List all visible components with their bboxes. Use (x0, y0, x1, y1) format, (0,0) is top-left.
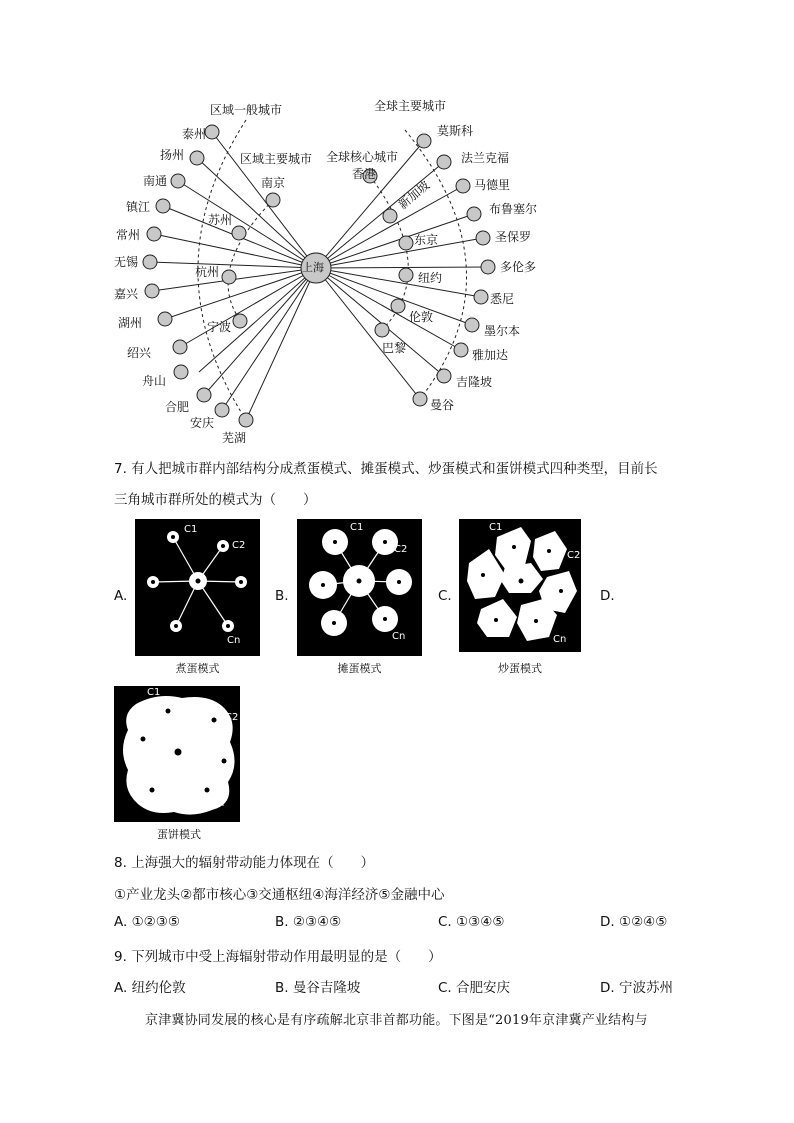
panel-scrambled-egg (459, 519, 581, 652)
city-label: 南通 (143, 174, 168, 188)
diagram-lines (0, 0, 794, 450)
panel-label-cn: Cn (392, 631, 406, 642)
caption-boiled-egg: 煮蛋模式 (175, 662, 220, 675)
heading-regional-general: 区域一般城市 (210, 103, 283, 117)
caption-scrambled-egg: 炒蛋模式 (498, 662, 542, 675)
radiation-diagram (0, 0, 794, 450)
city-label: 泰州 (182, 127, 207, 141)
caption-flat-egg: 摊蛋模式 (337, 662, 382, 675)
q8-option-b[interactable]: B. ②③④⑤ (275, 914, 342, 930)
heading-global-core: 全球核心城市 (326, 150, 399, 164)
q7-option-c[interactable]: C. (438, 588, 452, 604)
q9-option-a[interactable]: A. 纽约伦敦 (114, 980, 186, 996)
panel-label-c2: C2 (394, 544, 408, 555)
q8-stem: 8. 上海强大的辐射带动能力体现在（ ） (114, 855, 375, 871)
city-label: 安庆 (190, 416, 215, 430)
q8-option-a[interactable]: A. ①②③⑤ (114, 914, 180, 930)
city-label: 舟山 (142, 374, 167, 388)
city-label: 圣保罗 (495, 230, 532, 244)
city-label: 马德里 (474, 178, 511, 192)
city-label: 扬州 (160, 148, 185, 162)
city-label: 法兰克福 (461, 151, 510, 165)
q9-option-b[interactable]: B. 曼谷吉隆坡 (275, 980, 361, 996)
q8-items: ①产业龙头②都市核心③交通枢纽④海洋经济⑤金融中心 (114, 887, 445, 903)
city-label: 巴黎 (382, 341, 407, 355)
heading-regional-major: 区域主要城市 (240, 152, 313, 166)
city-label: 湖州 (118, 316, 143, 330)
city-label: 曼谷 (430, 398, 455, 412)
panel-label-c1: C1 (489, 522, 503, 533)
city-label: 伦敦 (409, 310, 434, 324)
city-label: 苏州 (208, 213, 233, 227)
next-passage-text: 京津冀协同发展的核心是有序疏解北京非首都功能。下图是“2019年京津冀产业结构与 (145, 1013, 648, 1028)
city-label: 宁波 (207, 320, 232, 334)
scrambled-egg-graphic (459, 519, 581, 652)
city-label: 南京 (261, 176, 286, 190)
q7-option-d[interactable]: D. (600, 588, 615, 604)
panel-label-c2: C2 (225, 712, 239, 723)
city-label: 常州 (116, 228, 141, 242)
panel-label-cn: Cn (553, 634, 567, 645)
q7-option-a[interactable]: A. (114, 588, 128, 604)
panel-boiled-egg (135, 519, 260, 656)
caption-omelette: 蛋饼模式 (157, 828, 201, 841)
q7-option-b[interactable]: B. (275, 588, 289, 604)
city-label: 悉尼 (490, 292, 515, 306)
panel-label-c1: C1 (147, 687, 161, 698)
city-label: 莫斯科 (437, 124, 474, 138)
city-label: 香港 (352, 167, 377, 181)
q8-option-d[interactable]: D. ①②④⑤ (600, 914, 668, 930)
city-label: 布鲁塞尔 (489, 202, 538, 216)
city-label: 无锡 (114, 255, 139, 269)
city-label: 新加坡 (395, 178, 433, 212)
panel-flat-egg (297, 519, 422, 656)
city-label: 镇江 (126, 200, 151, 214)
city-label: 嘉兴 (114, 287, 139, 301)
center-label: 上海 (302, 261, 324, 274)
city-label: 东京 (414, 233, 439, 247)
panel-label-cn: Cn (227, 635, 241, 646)
panel-label-c2: C2 (232, 540, 246, 551)
panel-label-c2: C2 (567, 550, 581, 561)
city-label: 纽约 (418, 271, 443, 285)
city-label: 杭州 (195, 265, 220, 279)
panel-label-c1: C1 (184, 524, 198, 535)
heading-global-major: 全球主要城市 (374, 99, 447, 113)
q9-stem: 9. 下列城市中受上海辐射带动作用最明显的是（ ） (114, 949, 442, 965)
city-label: 墨尔本 (484, 324, 521, 338)
q8-option-c[interactable]: C. ①③④⑤ (438, 914, 505, 930)
city-label: 多伦多 (500, 260, 537, 274)
panel-label-c1: C1 (350, 522, 364, 533)
city-label: 吉隆坡 (456, 375, 493, 389)
city-label: 雅加达 (472, 348, 509, 362)
panel-omelette (114, 686, 240, 822)
city-label: 芜湖 (222, 431, 247, 445)
q7-stem-line1: 7. 有人把城市群内部结构分成煮蛋模式、摊蛋模式、炒蛋模式和蛋饼模式四种类型，目前长 (114, 461, 658, 477)
q9-option-d[interactable]: D. 宁波苏州 (600, 980, 673, 996)
q9-option-c[interactable]: C. 合肥安庆 (438, 980, 511, 996)
q7-stem-line2: 三角城市群所处的模式为（ ） (114, 492, 317, 508)
city-label: 合肥 (165, 400, 190, 414)
city-label: 绍兴 (127, 346, 152, 360)
panel-label-cn: Cn (211, 798, 225, 809)
